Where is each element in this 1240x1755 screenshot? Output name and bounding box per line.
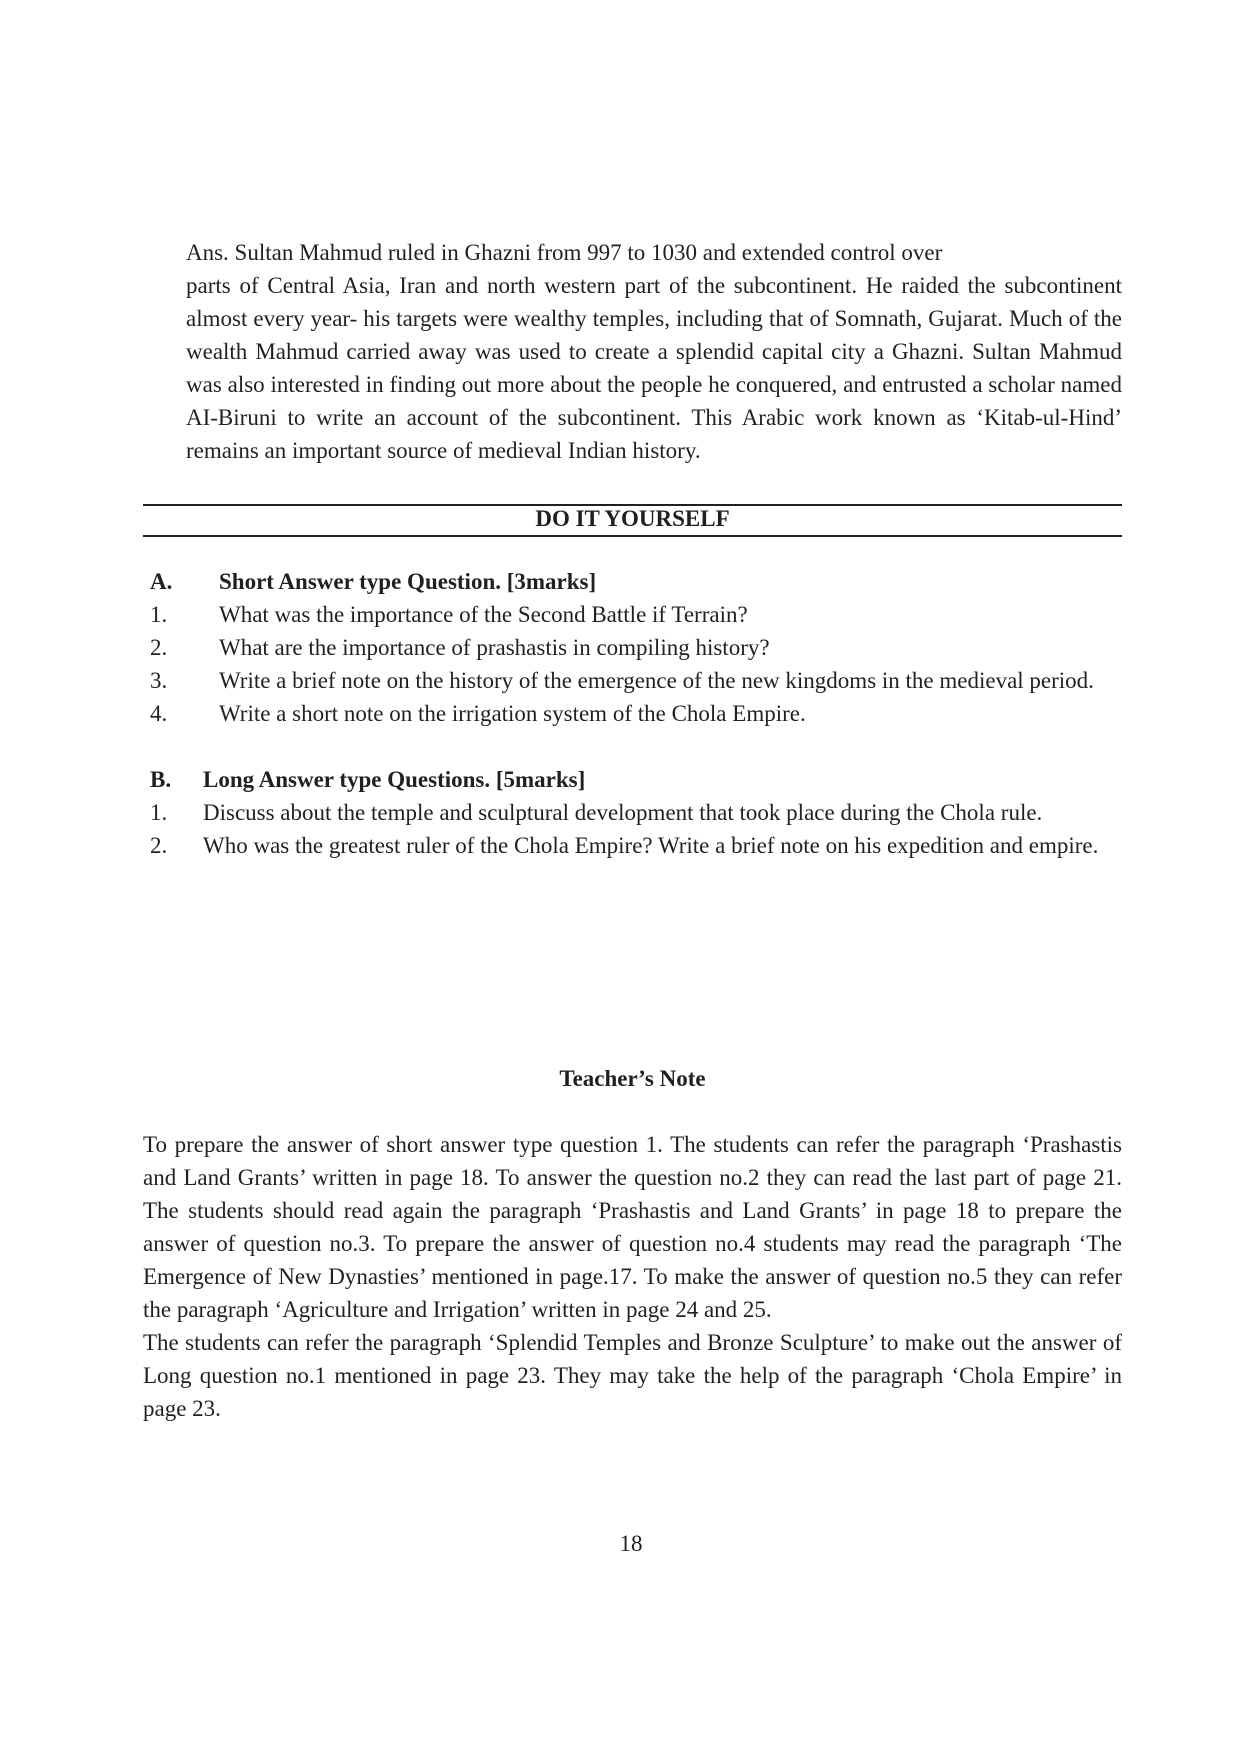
answer-body: parts of Central Asia, Iran and north western part of the subcontinent. He raided the subcontinent almost every year- his targets were wealthy temples, including that of Somnath, Gujarat. Much of the wealth Mahmud carried away was used to create a splendid capital city a Ghazni. Sultan Mahmud was also interested in finding out more about the people he conquered, and entrusted a scholar named AI-Biruni to write an account of the subcontinent. This Arabic work known as ‘Kitab-ul-Hind’ remains an important source of medieval Indian history. xyxy=(186,273,1122,463)
short-answer-heading-row xyxy=(150,565,1122,598)
section-letter: B. xyxy=(150,767,172,792)
question-number: 1. xyxy=(150,800,168,825)
teachers-note-body xyxy=(143,1128,1122,1425)
teachers-note-paragraph: The students can refer the paragraph ‘Splendid Temples and Bronze Sculpture’ to make out the answer of Long question no.1 mentioned in page 23. They may take the help of the paragraph ‘Chola Empire’ in page 23. xyxy=(143,1330,1122,1421)
short-answer-section xyxy=(150,565,1122,730)
question-number: 2. xyxy=(150,635,168,660)
question-number: 2. xyxy=(150,833,168,858)
question-text: What was the importance of the Second Battle if Terrain? xyxy=(219,602,748,627)
section-heading: Short Answer type Question. [3marks] xyxy=(219,569,597,594)
teachers-note-paragraph: To prepare the answer of short answer type question 1. The students can refer the paragraph ‘Prashastis and Land Grants’ written in page 18. To answer the question no.2 they can read the last part of page 21. The students should read again the paragraph ‘Prashastis and Land Grants’ in page 18 to prepare the answer of question no.3. To prepare the answer of question no.4 students may read the paragraph ‘The Emergence of New Dynasties’ mentioned in page.17. To make the answer of question no.5 they can refer the paragraph ‘Agriculture and Irrigation’ written in page 24 and 25. xyxy=(143,1132,1122,1322)
answer-paragraph xyxy=(186,236,1122,467)
question-text: Who was the greatest ruler of the Chola Empire? Write a brief note on his expedition and empire. xyxy=(203,833,1099,858)
question-item xyxy=(150,631,1122,664)
question-item xyxy=(150,796,1122,829)
long-answer-heading-row xyxy=(150,763,1122,796)
question-text: Write a brief note on the history of the emergence of the new kingdoms in the medieval period. xyxy=(219,668,1094,693)
do-it-yourself-heading: DO IT YOURSELF xyxy=(535,506,730,531)
question-number: 1. xyxy=(150,602,168,627)
question-item xyxy=(150,664,1122,697)
question-text: What are the importance of prashastis in compiling history? xyxy=(219,635,770,660)
answer-first-line: Ans. Sultan Mahmud ruled in Ghazni from 997 to 1030 and extended control over xyxy=(186,240,943,265)
question-number: 4. xyxy=(150,701,168,726)
section-divider-bottom xyxy=(143,535,1122,537)
section-letter: A. xyxy=(150,569,173,594)
question-text: Discuss about the temple and sculptural development that took place during the Chola rule. xyxy=(203,800,1043,825)
section-heading: Long Answer type Questions. [5marks] xyxy=(203,767,586,792)
page-number: 18 xyxy=(619,1531,643,1556)
teachers-note-heading: Teacher’s Note xyxy=(559,1066,706,1091)
question-text: Write a short note on the irrigation system of the Chola Empire. xyxy=(219,701,806,726)
long-answer-section xyxy=(150,763,1122,862)
question-number: 3. xyxy=(150,668,168,693)
question-item xyxy=(150,598,1122,631)
question-item xyxy=(150,697,1122,730)
question-item xyxy=(150,829,1122,862)
